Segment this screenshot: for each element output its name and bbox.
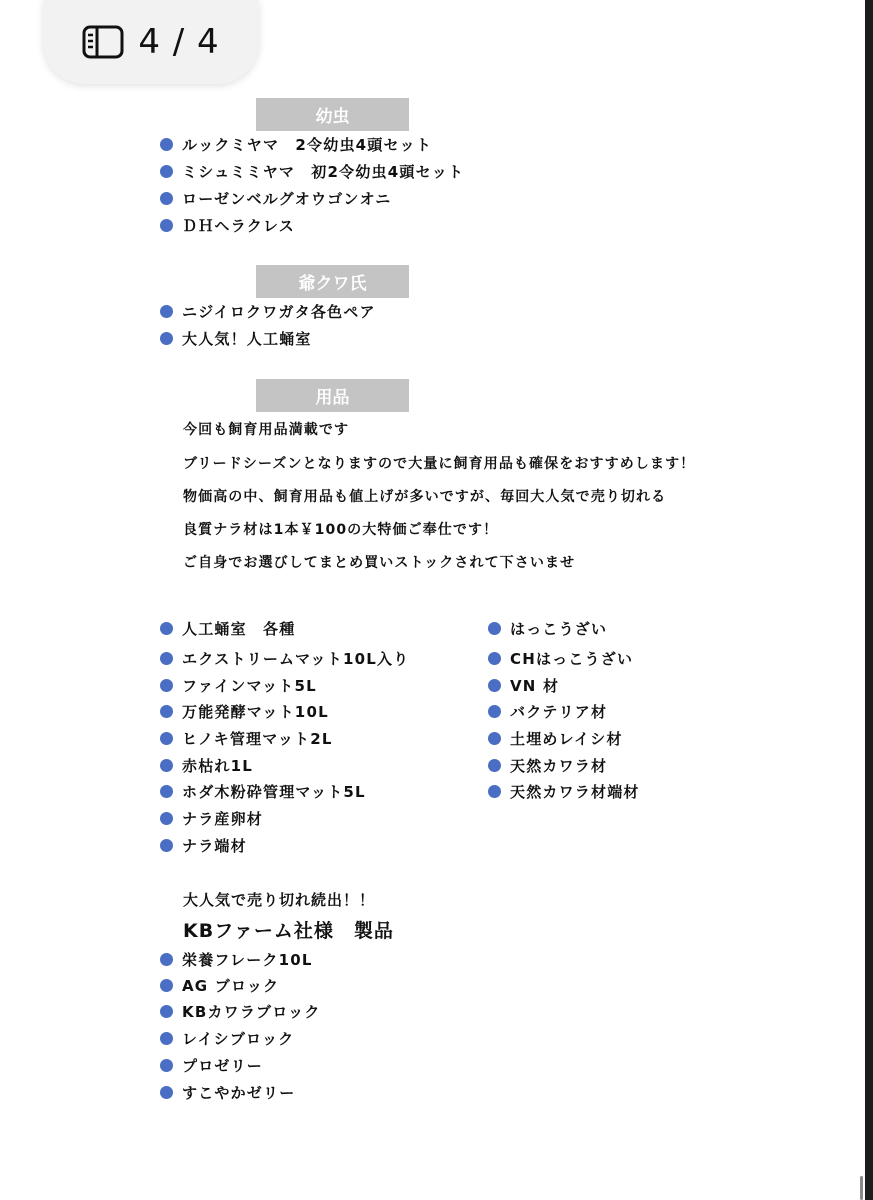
list-item: VN 材	[488, 673, 559, 697]
sidebar-icon[interactable]	[82, 25, 124, 59]
bullet-icon	[160, 759, 173, 772]
list-item: 天然カワラ材	[488, 753, 607, 777]
section-header-supplies: 用品	[256, 379, 409, 412]
list-item: AG ブロック	[160, 973, 279, 997]
supplies-paragraph: ブリードシーズンとなりますので大量に飼育用品も確保をおすすめします！	[183, 456, 696, 472]
list-item: 人工蛹室 各種	[160, 616, 295, 640]
bullet-icon	[160, 1032, 173, 1045]
bullet-icon	[160, 219, 173, 232]
list-item: すこやかゼリー	[160, 1080, 295, 1104]
list-item: 万能発酵マット10L	[160, 699, 329, 723]
list-item: KBカワラブロック	[160, 999, 321, 1023]
bullet-icon	[160, 192, 173, 205]
list-item: ナラ端材	[160, 833, 247, 857]
list-item: ニジイロクワガタ各色ペア	[160, 299, 376, 323]
bullet-icon	[160, 1059, 173, 1072]
list-item: ヒノキ管理マット2L	[160, 726, 333, 750]
list-item: プロゼリー	[160, 1053, 263, 1077]
kb-section-title: KBファーム社様 製品	[183, 920, 394, 942]
list-item: 天然カワラ材端材	[488, 779, 640, 803]
list-item: 赤枯れ1L	[160, 753, 253, 777]
page-indicator[interactable]	[43, 0, 259, 84]
list-item: 大人気！人工蛹室	[160, 326, 312, 350]
supplies-paragraph: 今回も飼育用品満載です	[183, 422, 350, 438]
window-edge	[865, 0, 873, 1200]
list-item: ミシュミミヤマ 初2令幼虫4頭セット	[160, 159, 464, 183]
bullet-icon	[160, 1086, 173, 1099]
bullet-icon	[160, 622, 173, 635]
list-item: ホダ木粉砕管理マット5L	[160, 779, 366, 803]
list-item: ローゼンベルグオウゴンオニ	[160, 186, 391, 210]
bullet-icon	[488, 652, 501, 665]
bullet-icon	[160, 979, 173, 992]
bullet-icon	[488, 679, 501, 692]
bullet-icon	[160, 165, 173, 178]
bullet-icon	[160, 785, 173, 798]
list-item: CHはっこうざい	[488, 646, 633, 670]
section-header-larva: 幼虫	[256, 98, 409, 131]
bullet-icon	[488, 759, 501, 772]
bullet-icon	[488, 705, 501, 718]
list-item: バクテリア材	[488, 699, 607, 723]
supplies-paragraph: 物価高の中、飼育用品も値上げが多いですが、毎回大人気で売り切れる	[183, 489, 667, 505]
bullet-icon	[488, 785, 501, 798]
list-item: エクストリームマット10L入り	[160, 646, 409, 670]
kb-lead-text: 大人気で売り切れ続出！！	[183, 891, 376, 909]
list-item: ナラ産卵材	[160, 806, 263, 830]
bullet-icon	[160, 332, 173, 345]
supplies-paragraph: ご自身でお選びしてまとめ買いストックされて下さいませ	[183, 555, 576, 571]
bullet-icon	[160, 679, 173, 692]
bullet-icon	[488, 732, 501, 745]
list-item: ＤＨヘラクレス	[160, 213, 295, 237]
list-item: ファインマット5L	[160, 673, 317, 697]
bullet-icon	[160, 839, 173, 852]
bullet-icon	[160, 138, 173, 151]
bullet-icon	[488, 622, 501, 635]
list-item: 栄養フレーク10L	[160, 947, 313, 971]
page-number-label: 4 / 4	[138, 22, 220, 62]
list-item: ルックミヤマ 2令幼虫4頭セット	[160, 132, 432, 156]
bullet-icon	[160, 953, 173, 966]
bullet-icon	[160, 732, 173, 745]
supplies-paragraph: 良質ナラ材は1本￥100の大特価ご奉仕です！	[183, 522, 499, 538]
scrollbar-thumb[interactable]	[860, 1176, 863, 1200]
bullet-icon	[160, 812, 173, 825]
bullet-icon	[160, 305, 173, 318]
list-item: 土埋めレイシ材	[488, 726, 623, 750]
section-header-yakuwa: 爺クワ氏	[256, 265, 409, 298]
list-item: はっこうざい	[488, 616, 607, 640]
bullet-icon	[160, 1005, 173, 1018]
bullet-icon	[160, 705, 173, 718]
list-item: レイシブロック	[160, 1026, 294, 1050]
bullet-icon	[160, 652, 173, 665]
